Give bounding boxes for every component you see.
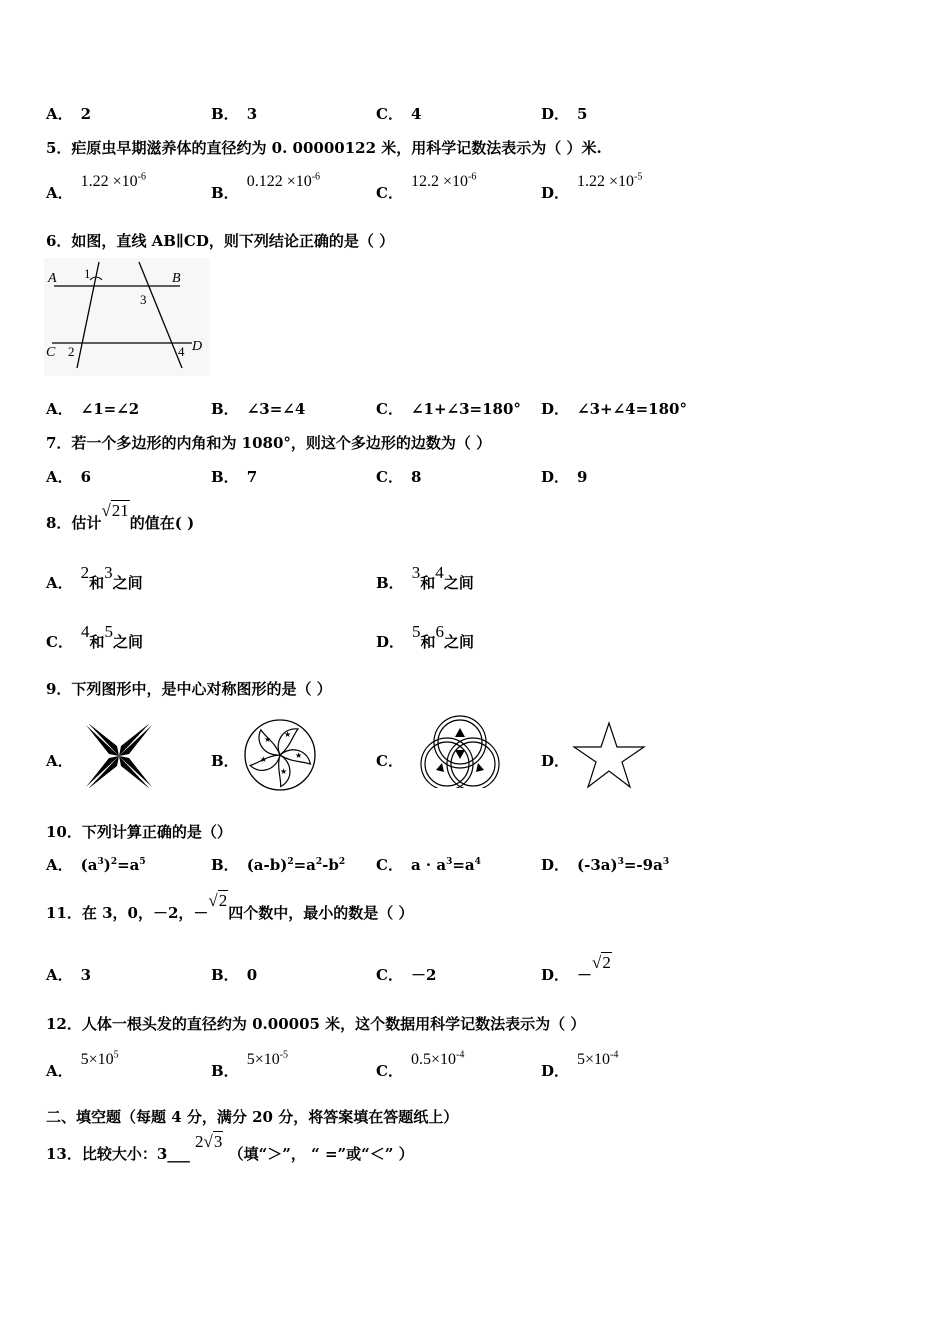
q6-option-d: D． ∠3+∠4=180°	[541, 400, 687, 418]
q9-option-b-label: B．	[211, 752, 239, 770]
q5-option-b: B．$0.122 \times 10^{-6}$	[211, 171, 321, 202]
q4-option-a: A． 2	[46, 105, 92, 123]
q4-option-b: B． 3	[211, 105, 258, 123]
q8-option-a: A．2和3之间	[46, 563, 143, 592]
q12-option-c: C．$0.5\times 10^{-4}$	[376, 1049, 465, 1080]
q13-blank: ___	[167, 1145, 190, 1163]
q5-option-a: A．$1.22 \times 10^{-6}$	[46, 171, 147, 202]
svg-text:★: ★	[295, 751, 303, 760]
svg-text:★: ★	[284, 730, 292, 739]
q4-option-c: C． 4	[376, 105, 422, 123]
svg-text:★: ★	[264, 735, 272, 744]
q7-option-b: B． 7	[211, 468, 258, 486]
q12-option-a: A．$5\times 10^5$	[46, 1049, 119, 1080]
q9-option-c-label: C．	[376, 752, 403, 770]
q8-option-d: D．5和6之间	[376, 622, 475, 651]
svg-text:★: ★	[260, 755, 268, 764]
q9-option-a-label: A．	[46, 752, 73, 770]
q4-option-d: D． 5	[541, 105, 588, 123]
fig-angle-3: 3	[140, 292, 147, 307]
q7-option-d: D． 9	[541, 468, 588, 486]
sqrt-21: √21	[101, 501, 129, 520]
q7-option-a: A． 6	[46, 468, 92, 486]
pinwheel-figure	[84, 724, 154, 788]
q11-option-b: B． 0	[211, 966, 258, 984]
sqrt-2: √2	[208, 891, 228, 910]
q12-stem: 12．人体一根头发的直径约为 0.00005 米，这个数据用科学记数法表示为（ ）	[46, 1015, 586, 1033]
q7-option-c: C． 8	[376, 468, 422, 486]
q10-option-c: C． $a \cdot a^3=a^4$	[376, 856, 481, 874]
q11-option-c: C． －2	[376, 966, 437, 984]
q8-option-b: B．3和4之间	[376, 563, 474, 592]
q7-stem: 7．若一个多边形的内角和为 1080°，则这个多边形的边数为（ ）	[46, 434, 492, 452]
bauhinia-emblem-figure	[240, 718, 320, 792]
fig-angle-1: 1	[84, 266, 91, 281]
q10-option-d: D． $(-3a)^3=-9a^3$	[541, 856, 670, 874]
q6-option-b: B． ∠3=∠4	[211, 400, 306, 418]
section-heading: 二、填空题（每题 4 分，满分 20 分，将答案填在答题纸上）	[46, 1108, 459, 1126]
triquetra-figure	[414, 712, 506, 788]
q10-option-a: A． $(a^3)^2=a^5$	[46, 856, 146, 874]
q5-option-d: D．$1.22 \times 10^{-5}$	[541, 171, 643, 202]
q6-option-a: A． ∠1=∠2	[46, 400, 140, 418]
q5-stem: 5．疟原虫早期滋养体的直径约为 0. 00000122 米，用科学记数法表示为（ ）米.	[46, 139, 602, 157]
q6-option-c: C． ∠1+∠3=180°	[376, 400, 521, 418]
fig-label-d: D	[192, 339, 203, 354]
q5-option-c: C．$12.2 \times 10^{-6}$	[376, 171, 477, 202]
q9-option-d-label: D．	[541, 752, 570, 770]
q13-stem: 13．比较大小：3___ 2√3 （填“＞”， “ =”或“＜” ）	[46, 1132, 414, 1163]
q11-option-d: D． －√2	[541, 953, 611, 984]
q12-option-d: D．$5\times 10^{-4}$	[541, 1049, 619, 1080]
q9-stem: 9．下列图形中，是中心对称图形的是（ ）	[46, 680, 332, 698]
q11-option-a: A． 3	[46, 966, 92, 984]
fig-label-c: C	[46, 345, 56, 360]
q8-option-c: C．4和5之间	[46, 622, 143, 651]
q11-stem: 11．在 3，0，－2，－√2四个数中，最小的数是（ ）	[46, 891, 414, 922]
fig-angle-2: 2	[68, 344, 75, 359]
fig-label-a: A	[48, 271, 57, 286]
q10-stem: 10．下列计算正确的是（）	[46, 823, 232, 841]
q6-parallel-lines-figure	[44, 258, 210, 376]
q6-stem: 6．如图，直线 AB∥CD，则下列结论正确的是（ ）	[46, 232, 395, 250]
sqrt-2-option: √2	[592, 953, 611, 972]
svg-text:★: ★	[280, 767, 288, 776]
five-point-star-figure	[570, 720, 648, 790]
fig-label-b: B	[172, 271, 181, 286]
q10-option-b: B． $(a-b)^2=a^2-b^2$	[211, 856, 346, 874]
fig-angle-4: 4	[178, 344, 185, 359]
q12-option-b: B．$5\times 10^{-5}$	[211, 1049, 289, 1080]
q8-stem: 8．估计√21的值在( )	[46, 501, 195, 532]
